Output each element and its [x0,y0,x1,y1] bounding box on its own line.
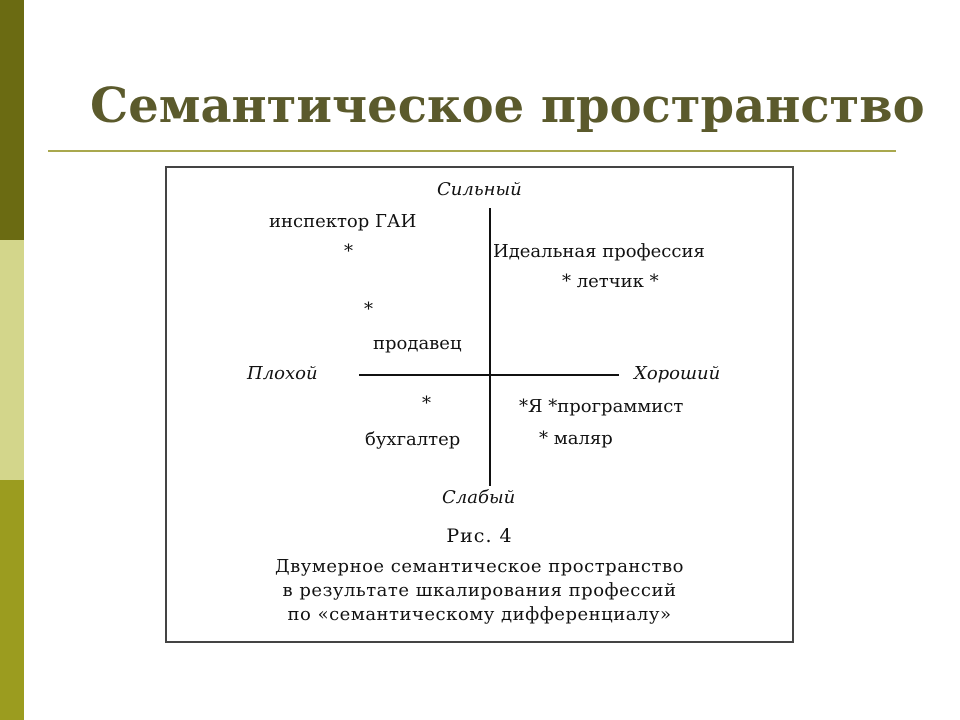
vertical-axis [489,208,491,486]
axis-label-left: Плохой [247,363,318,384]
point-marker-seller: * [364,299,373,320]
figure-number: Рис. 4 [446,525,513,547]
point-marker-inspector: * [344,241,353,262]
axis-label-right: Хороший [634,363,721,384]
figure-caption-line-1: Двумерное семантическое пространство [275,556,684,577]
point-label-me-programmer: *Я *программист [519,396,684,417]
point-label-seller: продавец [373,333,462,354]
figure-caption-line-3: по «семантическому дифференциалу» [287,604,672,625]
axis-label-top: Сильный [437,179,522,200]
figure-caption-line-2: в результате шкалирования профессий [282,580,677,601]
horizontal-axis [359,374,619,376]
point-marker-accountant: * [422,393,431,414]
point-label-inspector: инспектор ГАИ [269,211,417,232]
point-label-accountant: бухгалтер [365,429,461,450]
title-divider [48,150,896,152]
point-label-ideal-profession: Идеальная профессия [493,241,705,262]
side-bar-top [0,0,24,240]
semantic-space-figure [165,166,794,643]
side-bar-bottom [0,480,24,720]
point-label-pilot: * летчик * [562,271,659,292]
page-title: Семантическое пространство [90,78,925,134]
axis-label-bottom: Слабый [442,487,516,508]
side-bar-middle [0,240,24,480]
point-label-painter: * маляр [539,428,613,449]
